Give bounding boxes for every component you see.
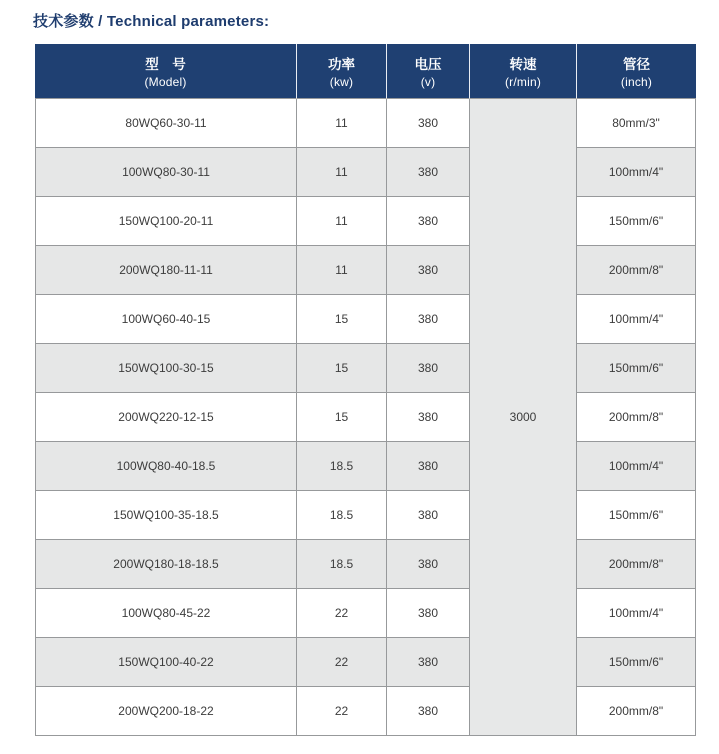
power-cell: 22 bbox=[297, 687, 387, 736]
pipe-cell: 150mm/6" bbox=[577, 344, 696, 393]
model-cell: 200WQ180-18-18.5 bbox=[35, 540, 297, 589]
header-speed bbox=[470, 44, 577, 99]
model-cell: 200WQ180-11-11 bbox=[35, 246, 297, 295]
table-row bbox=[35, 344, 696, 393]
table-header bbox=[35, 44, 696, 99]
pipe-cell: 200mm/8" bbox=[577, 687, 696, 736]
pipe-cell: 100mm/4" bbox=[577, 295, 696, 344]
pipe-cell: 150mm/6" bbox=[577, 197, 696, 246]
voltage-cell: 380 bbox=[387, 99, 470, 148]
model-cell: 150WQ100-40-22 bbox=[35, 638, 297, 687]
header-power-en: (kw) bbox=[329, 75, 354, 89]
table-row bbox=[35, 148, 696, 197]
table-row bbox=[35, 295, 696, 344]
pipe-cell: 100mm/4" bbox=[577, 148, 696, 197]
voltage-cell: 380 bbox=[387, 344, 470, 393]
power-cell: 11 bbox=[297, 246, 387, 295]
table-row bbox=[35, 197, 696, 246]
header-voltage-en: (v) bbox=[420, 75, 436, 89]
page-title: 技术参数 / Technical parameters: bbox=[33, 13, 270, 30]
power-cell: 18.5 bbox=[297, 491, 387, 540]
speed-merged-cell: 3000 bbox=[470, 99, 577, 736]
power-cell: 22 bbox=[297, 589, 387, 638]
table-row bbox=[35, 540, 696, 589]
table-row bbox=[35, 491, 696, 540]
header-model bbox=[35, 44, 297, 99]
pipe-cell: 100mm/4" bbox=[577, 442, 696, 491]
model-cell: 200WQ200-18-22 bbox=[35, 687, 297, 736]
model-cell: 150WQ100-20-11 bbox=[35, 197, 297, 246]
power-cell: 22 bbox=[297, 638, 387, 687]
header-pipe-zh: 管径 bbox=[623, 57, 650, 72]
voltage-cell: 380 bbox=[387, 197, 470, 246]
header-voltage-zh: 电压 bbox=[414, 57, 442, 72]
table-row bbox=[35, 589, 696, 638]
model-cell: 100WQ80-40-18.5 bbox=[35, 442, 297, 491]
technical-parameters-table bbox=[35, 44, 696, 736]
pipe-cell: 150mm/6" bbox=[577, 491, 696, 540]
voltage-cell: 380 bbox=[387, 442, 470, 491]
voltage-cell: 380 bbox=[387, 638, 470, 687]
table-row bbox=[35, 687, 696, 736]
voltage-cell: 380 bbox=[387, 295, 470, 344]
table-row bbox=[35, 393, 696, 442]
header-voltage bbox=[387, 44, 470, 99]
table-row bbox=[35, 246, 696, 295]
model-cell: 100WQ80-45-22 bbox=[35, 589, 297, 638]
pipe-cell: 200mm/8" bbox=[577, 540, 696, 589]
table-row bbox=[35, 99, 696, 148]
power-cell: 18.5 bbox=[297, 540, 387, 589]
voltage-cell: 380 bbox=[387, 540, 470, 589]
header-power-zh: 功率 bbox=[328, 57, 355, 72]
model-cell: 80WQ60-30-11 bbox=[35, 99, 297, 148]
model-cell: 100WQ60-40-15 bbox=[35, 295, 297, 344]
voltage-cell: 380 bbox=[387, 246, 470, 295]
voltage-cell: 380 bbox=[387, 491, 470, 540]
voltage-cell: 380 bbox=[387, 589, 470, 638]
power-cell: 11 bbox=[297, 148, 387, 197]
power-cell: 15 bbox=[297, 295, 387, 344]
pipe-cell: 80mm/3" bbox=[577, 99, 696, 148]
power-cell: 15 bbox=[297, 393, 387, 442]
power-cell: 11 bbox=[297, 99, 387, 148]
table-row bbox=[35, 638, 696, 687]
header-model-en: (Model) bbox=[144, 75, 187, 89]
power-cell: 11 bbox=[297, 197, 387, 246]
model-cell: 150WQ100-30-15 bbox=[35, 344, 297, 393]
pipe-cell: 150mm/6" bbox=[577, 638, 696, 687]
header-pipe-en: (inch) bbox=[620, 75, 653, 89]
model-cell: 200WQ220-12-15 bbox=[35, 393, 297, 442]
model-cell: 150WQ100-35-18.5 bbox=[35, 491, 297, 540]
voltage-cell: 380 bbox=[387, 687, 470, 736]
header-speed-en: (r/min) bbox=[504, 75, 542, 89]
voltage-cell: 380 bbox=[387, 393, 470, 442]
header-pipe bbox=[577, 44, 696, 99]
pipe-cell: 100mm/4" bbox=[577, 589, 696, 638]
header-speed-zh: 转速 bbox=[509, 57, 537, 72]
power-cell: 18.5 bbox=[297, 442, 387, 491]
header-row bbox=[35, 44, 696, 99]
voltage-cell: 380 bbox=[387, 148, 470, 197]
power-cell: 15 bbox=[297, 344, 387, 393]
model-cell: 100WQ80-30-11 bbox=[35, 148, 297, 197]
header-model-zh: 型 号 bbox=[145, 57, 186, 72]
pipe-cell: 200mm/8" bbox=[577, 393, 696, 442]
table-body bbox=[35, 99, 696, 736]
header-power bbox=[297, 44, 387, 99]
table-row bbox=[35, 442, 696, 491]
pipe-cell: 200mm/8" bbox=[577, 246, 696, 295]
